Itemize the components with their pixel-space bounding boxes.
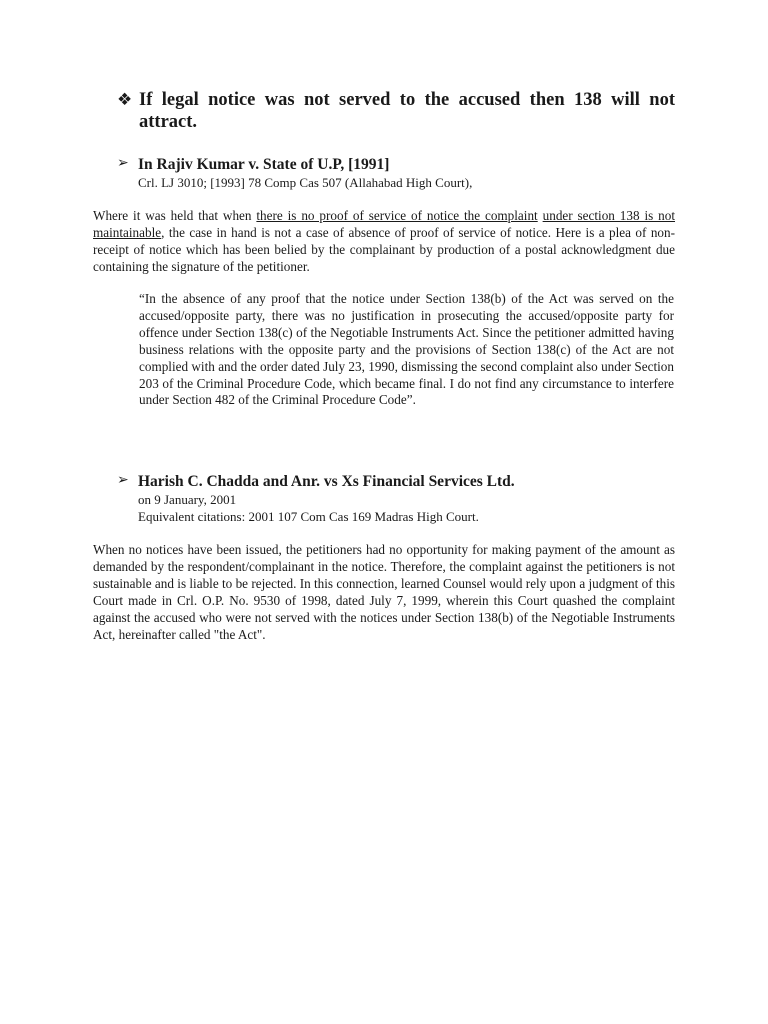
case-citation: Equivalent citations: 2001 107 Com Cas 169 Madras High Court. [138,509,479,524]
underlined-text: under section 138 is not maintainable [93,208,676,240]
case-citation: Crl. LJ 3010; [1993] 78 Comp Cas 507 (Allahabad High Court), [138,175,473,190]
case-rajiv-kumar [117,155,677,191]
main-heading-text: If legal notice was not served to the accused then 138 will not attract. [139,90,675,132]
para-rest: , the case in hand is not a case of absence of proof of service of notice. Here is a plea of non-receipt of notice which has been belied by the complainant by production of a postal acknowledgment due containing the signature of the petitioner. [93,224,675,274]
case-harish-chadda [117,472,677,525]
case-title: In Rajiv Kumar v. State of U.P, [1991] [138,156,390,173]
arrow-bullet-icon: ➢ [117,472,129,488]
underlined-text: there is no proof of service of notice the complaint [256,208,538,223]
paragraph-harish-chadda: When no notices have been issued, the petitioners had no opportunity for making payment of the amount as demanded by the respondent/complainant in the notice. Therefore, the complaint against the petitioners is not sustainable and is liable to be rejected. In this connection, learned Counsel would rely upon a judgment of this Court made in Crl. O.P. No. 9530 of 1998, dated July 7, 1999, wherein this Court quashed the complaint against the accused who were not served with the notices under Section 138(b) of the Negotiable Instruments Act, hereinafter called "the Act". [93,542,675,642]
arrow-bullet-icon: ➢ [117,155,129,171]
case-title: Harish C. Chadda and Anr. vs Xs Financial Services Ltd. [138,473,515,490]
paragraph-rajiv-kumar [93,208,675,276]
block-quote: “In the absence of any proof that the notice under Section 138(b) of the Act was served on the accused/opposite party, there was no justification in prosecuting the accused/opposite party for offence under Section 138(c) of the Negotiable Instruments Act. Since the petitioner admitted having business relations with the opposite party and the provisions of Section 138(c) of the Act are not complied with and the order dated July 23, 1990, dismissing the second complaint also under Section 203 of the Criminal Procedure Code, which became final. I do not find any circumstance to interfere under Section 482 of the Criminal Procedure Code”. [139,291,674,408]
diamond-bullet-icon: ❖ [117,90,133,110]
case-date: on 9 January, 2001 [138,492,237,507]
main-heading [117,89,675,133]
para-intro: Where it was held that when [93,208,257,223]
